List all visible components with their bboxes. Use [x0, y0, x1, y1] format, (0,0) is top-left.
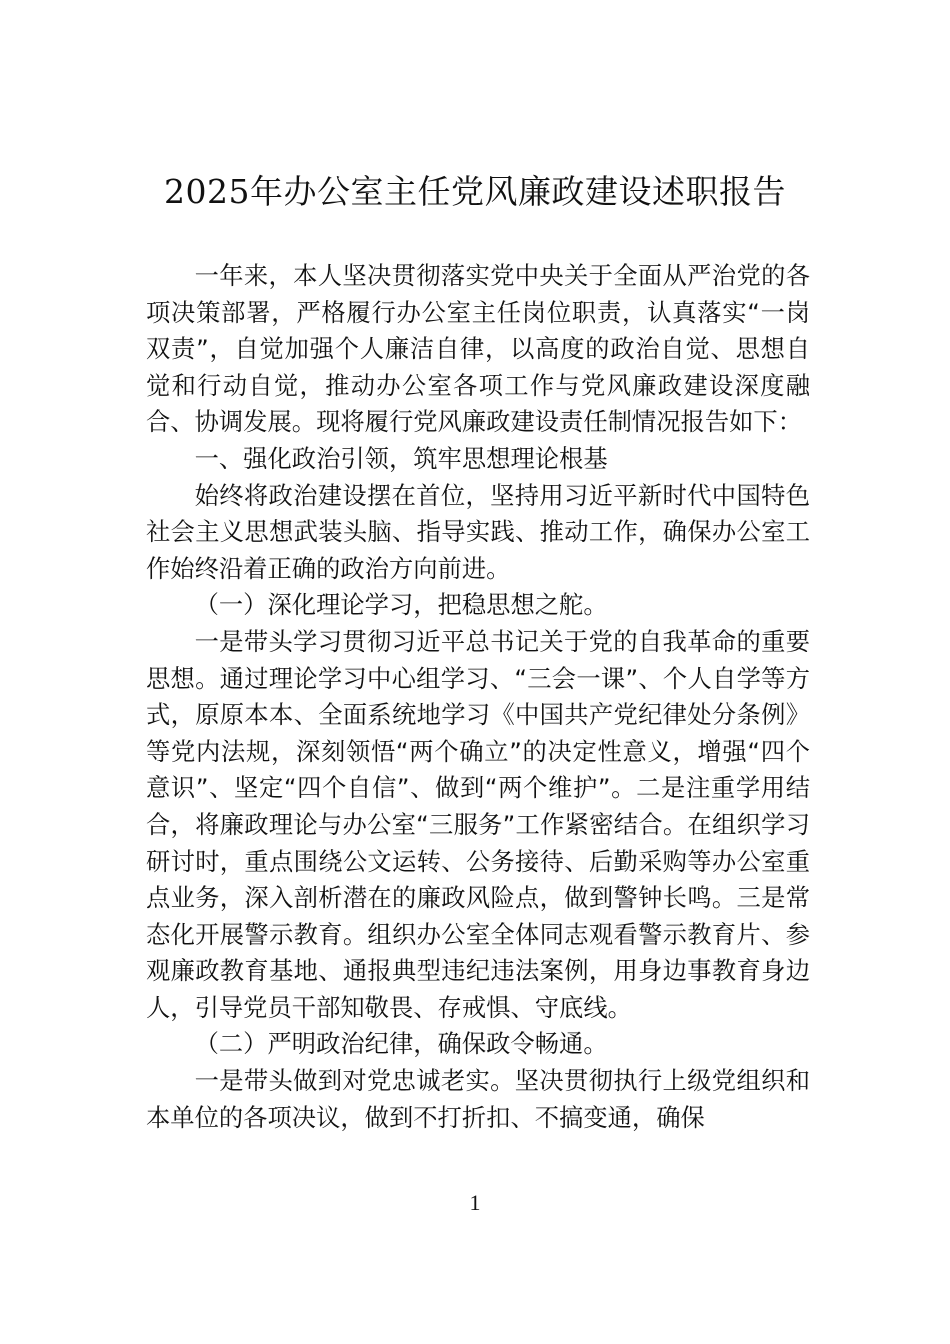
document-title: 2025年办公室主任党风廉政建设述职报告: [164, 172, 786, 211]
document-body: [146, 258, 810, 1136]
section-heading-1: 一、强化政治引领，筑牢思想理论根基: [194, 443, 608, 473]
paragraph-intro: 一年来，本人坚决贯彻落实党中央关于全面从严治党的各项决策部署，严格履行办公室主任岗位职责，认真落实“一岗双责”，自觉加强个人廉洁自律，以高度的政治自觉、思想自觉和行动自觉，推动办公室各项工作与党风廉政建设深度融合、协调发展。现将履行党风廉政建设责任制情况报告如下：: [146, 261, 810, 437]
paragraph-section-1: 始终将政治建设摆在首位，坚持用习近平新时代中国特色社会主义思想武装头脑、指导实践、推动工作，确保办公室工作始终沿着正确的政治方向前进。: [146, 480, 810, 583]
page-number: 1: [469, 1190, 481, 1215]
subsection-heading-2: （二）严明政治纪律，确保政令畅通。: [194, 1029, 608, 1059]
paragraph-subsection-1: 一是带头学习贯彻习近平总书记关于党的自我革命的重要思想。通过理论学习中心组学习、“三会一课”、个人自学等方式，原原本本、全面系统地学习《中国共产党纪律处分条例》等党内法规，深刻领悟“两个确立”的决定性意义，增强“四个意识”、坚定“四个自信”、做到“两个维护”。二是注重学用结合，将廉政理论与办公室“三服务”工作紧密结合。在组织学习研讨时，重点围绕公文运转、公务接待、后勤采购等办公室重点业务，深入剖析潜在的廉政风险点，做到警钟长鸣。三是常态化开展警示教育。组织办公室全体同志观看警示教育片、参观廉政教育基地、通报典型违纪违法案例，用身边事教育身边人，引导党员干部知敬畏、存戒惧、守底线。: [146, 626, 810, 1022]
subsection-heading-1: （一）深化理论学习，把稳思想之舵。: [194, 590, 608, 620]
paragraph-subsection-2: 一是带头做到对党忠诚老实。坚决贯彻执行上级党组织和本单位的各项决议，做到不打折扣、不搞变通，确保: [146, 1066, 810, 1132]
